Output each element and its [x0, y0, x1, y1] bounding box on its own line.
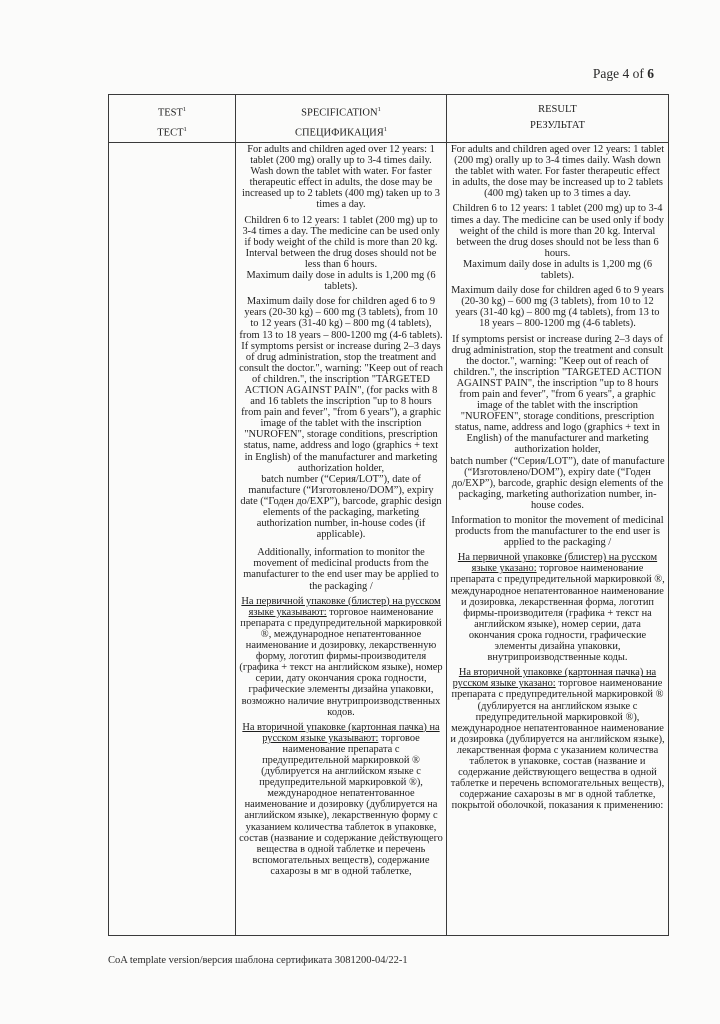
footnote-mark: 1 — [377, 106, 381, 113]
result-secondary-text: торговое наименование препарата с предупредительной маркировкой ® (дублируется на английском языке с предупредительной маркировкой ®), международное непатентованное наименование и дозировка (дублируется на английском языке), лекарственная форма с указанием количества таблеток в упаковке, состав (название и содержание действующего вещества в одной таблетке и перечень вспомогательных веществ), содержание сахарозы в мг в одной таблетке, покрытой оболочкой, показания к применению: — [450, 678, 665, 812]
spec-children: Children 6 to 12 years: 1 tablet (200 mg) up to 3-4 times a day. The medicine can be used only if body weight of the child is more than 20 kg. Interval between the drug doses should not be less than 6 hours. — [242, 214, 440, 270]
spec-batch: batch number (“Серия/LOT”), date of manufacture (“Изготовлено/DOM”), expiry date (“Годен до/EXP”), barcode, graphic design elements of the packaging, marketing authorization number, in-house codes (if applicable). — [240, 473, 442, 541]
header-result-ru: РЕЗУЛЬТАТ — [530, 120, 585, 131]
spec-symptoms: If symptoms persist or increase during 2–3 days of drug administration, stop the treatment and consult the doctor.", warning: "Keep out of reach of children.", the inscription "TARGETED ACTION AGAINST PAIN", (for packs with 8 and 16 tablets the inscription "up to 8 hours from pain and fever", "from 6 years"), a graphic image of the tablet with the inscription "NUROFEN", storage conditions, prescription status, name, address and logo (graphics + text in English) of the manufacturer and marketing authorization holder, — [239, 340, 443, 474]
footnote-mark: 1 — [183, 125, 187, 133]
specification-table — [108, 94, 669, 936]
result-secondary-label: На вторичной упаковке (картонная пачка) на русском языке указано: — [452, 667, 657, 690]
spec-max-adults: Maximum daily dose in adults is 1,200 mg (6 tablets). — [246, 270, 436, 293]
result-additionally: Information to monitor the movement of medicinal products from the manufacturer to the end user is applied to the packaging / — [451, 515, 664, 549]
header-specification — [236, 95, 447, 143]
footnote-mark: 1 — [383, 125, 388, 133]
result-max-adults: Maximum daily dose in adults is 1,200 mg (6 tablets). — [462, 258, 653, 282]
spec-additionally: Additionally, information to monitor the movement of medicinal products from the manufacturer to the end user may be applied to the packaging / — [243, 547, 439, 592]
result-children: Children 6 to 12 years: 1 tablet (200 mg) up to 3-4 times a day. The medicine can be used only if body weight of the child is more than 20 kg. Interval between the drug doses should not be less than 6 hours. — [451, 203, 664, 259]
spec-primary-label: На первичной упаковке (блистер) на русском языке указывают: — [241, 595, 441, 618]
test-cell — [109, 143, 236, 936]
result-max-children: Maximum daily dose for children aged 6 to 9 years (20-30 kg) – 600 mg (3 tablets), from 10 to 12 years (31-40 kg) – 800 mg (4 tablets), from 13 to 18 years – 800-1200 mg (4-6 tablets). — [451, 285, 664, 330]
spec-primary-packaging — [239, 596, 443, 718]
header-spec-ru: СПЕЦИФИКАЦИЯ — [294, 127, 384, 138]
result-cell — [447, 143, 669, 936]
result-primary-packaging — [450, 552, 665, 663]
spec-primary-text: торговое наименование препарата с предупредительной маркировкой ®, международное непатентованное наименование и дозировку, лекарственную форму, логотип фирмы-производителя (графика + текст на английском языке), номер серии, дату окончания срока годности, графические элементы дизайна упаковки, возможно наличие внутрипроизводственных кодов. — [239, 606, 443, 718]
result-symptoms: If symptoms persist or increase during 2–3 days of drug administration, stop the treatment and consult the doctor.", warning: "Keep out of reach of children.", the inscription "TARGETED ACTION AGAINST PAIN", the inscription "up to 8 hours from pain and fever", "from 6 years", a graphic image of the tablet with the inscription "NUROFEN", storage conditions, prescription status, name, address and logo (graphics + text in English) of the manufacturer and marketing authorization holder, — [451, 333, 664, 456]
spec-max-children: Maximum daily dose for children aged 6 to 9 years (20-30 kg) – 600 mg (3 tablets), from 10 to 12 years (31-40 kg) – 800 mg (4 tablets), from 13 to 18 years – 800-1200 mg (4-6 tablets). — [239, 296, 443, 341]
footnote-mark: 1 — [182, 106, 187, 113]
header-test-en: TEST — [157, 107, 183, 119]
result-batch: batch number (“Серия/LOT”), date of manufacture (“Изготовлено/DOM”), expiry date (“Годен до/EXP”), barcode, graphic design elements of the packaging, marketing authorization number, in-house codes. — [450, 455, 665, 511]
page-number-label: Page 4 of — [592, 66, 648, 81]
spec-adults: For adults and children aged over 12 years: 1 tablet (200 mg) orally up to 3-4 times daily. Wash down the tablet with water. For faster therapeutic effect in adults, the dose may be increased up to 2 tablets (400 mg) taken up to 3 times a day. — [242, 144, 440, 211]
result-secondary-packaging — [450, 667, 665, 811]
header-result-en: RESULT — [538, 104, 577, 115]
page-number — [593, 66, 654, 82]
header-result — [447, 95, 669, 143]
footer-template-version: CoA template version/версия шаблона сертификата 3081200-04/22-1 — [108, 955, 408, 966]
header-spec-en: SPECIFICATION — [301, 107, 378, 119]
table-body-row — [109, 143, 669, 936]
table-header-row — [109, 95, 669, 143]
spec-secondary-text: торговое наименование препарата с предупредительной маркировкой ® (дублируется на английском языке с предупредительной маркировкой ®), международное непатентованное наименование и дозировку (дублируется на английском языке), лекарственную форму с указанием количества таблеток в упаковке, состав (название и содержание действующего вещества в одной таблетке и перечень вспомогательных веществ), содержание сахарозы в мг в одной таблетке, — [239, 732, 443, 877]
spec-secondary-label: На вторичной упаковке (картонная пачка) на русском языке указывают: — [242, 721, 440, 744]
result-primary-label: На первичной упаковке (блистер) на русском языке указано: — [457, 552, 658, 575]
header-test-ru: ТЕСТ — [157, 127, 184, 138]
result-adults: For adults and children aged over 12 years: 1 tablet (200 mg) orally up to 3-4 times daily. Wash down the tablet with water. For faster therapeutic effect in adults, the dose may be increased up to 2 tablets (400 mg) taken up to 3 times a day. — [450, 144, 665, 200]
specification-cell — [236, 143, 447, 936]
page-number-total: 6 — [647, 66, 654, 81]
spec-secondary-packaging — [239, 722, 443, 877]
result-primary-text: торговое наименование препарата с предупредительной маркировкой ®, международное непатентованное наименование и дозировка, лекарственная форма, логотип фирмы-производителя (графика + текст на английском языке), номер серии, дата окончания срока годности, графические элементы дизайна упаковки, внутрипроизводственные коды. — [450, 563, 665, 664]
header-test — [109, 95, 236, 143]
